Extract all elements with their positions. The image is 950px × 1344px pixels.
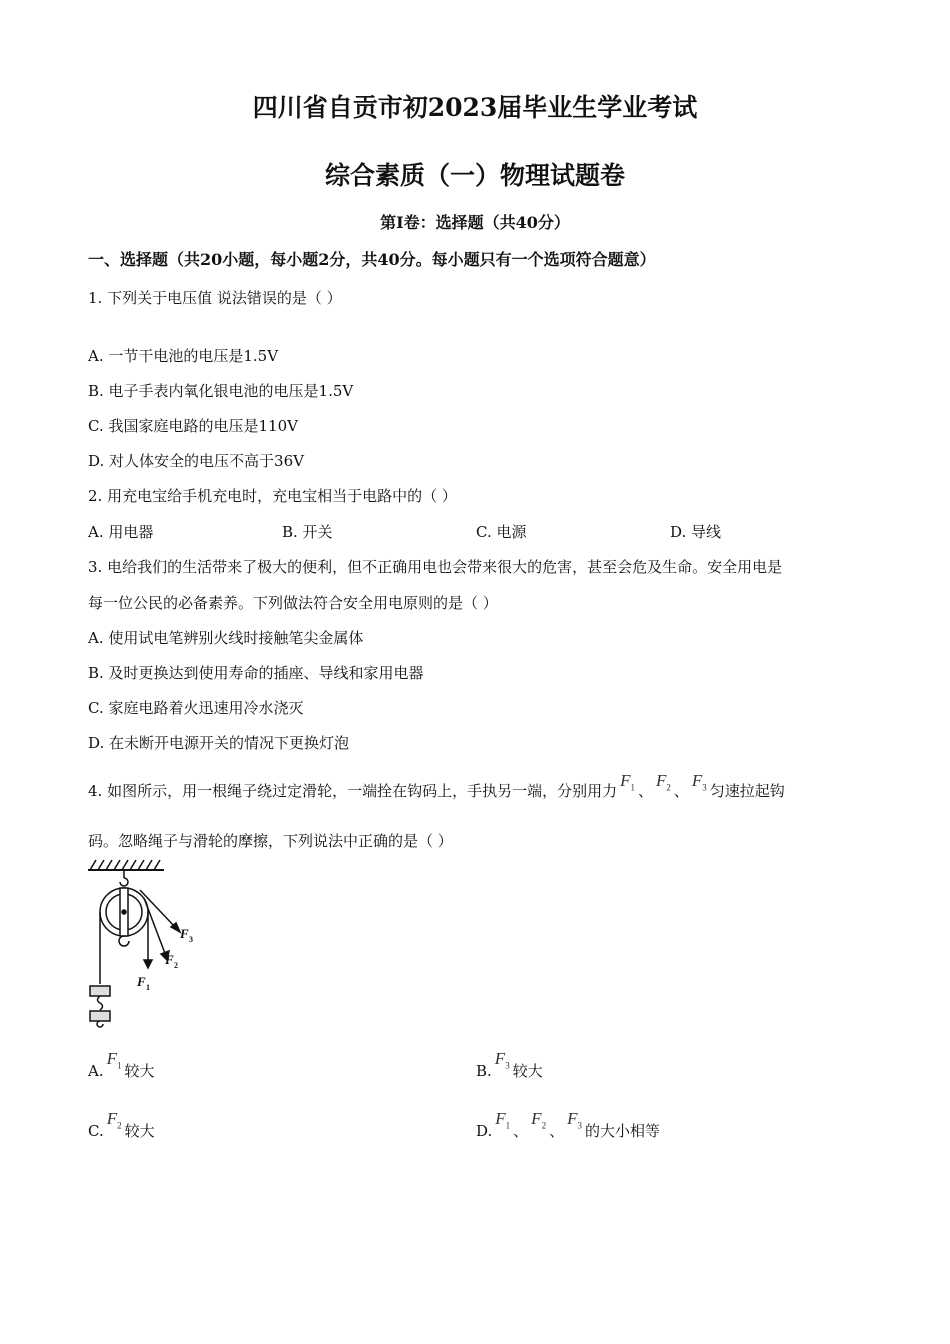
svg-text:3: 3: [189, 935, 193, 944]
exam-subtitle: 综合素质（一）物理试题卷: [324, 161, 625, 190]
part-title: 第I卷：选择题（共40分）: [380, 213, 570, 232]
q2-option-a: A. 用电器: [88, 523, 154, 541]
q3-option-d: D. 在未断开电源开关的情况下更换灯泡: [88, 734, 350, 752]
svg-text:2: 2: [174, 961, 178, 970]
q4-stem-line1: 4. 如图所示，用一根绳子绕过定滑轮，一端拴在钩码上，手执另一端，分别用力$F_1$ 、$F_2$ 、$F_3$ 匀速拉起钩: [88, 771, 785, 800]
figure-label-f2: F: [165, 952, 174, 967]
q1-option-a: A. 一节干电池的电压是1.5V: [88, 347, 279, 365]
section-title: 一、选择题（共20小题，每小题2分，共40分。每小题只有一个选项符合题意）: [88, 250, 656, 269]
q1-option-d: D. 对人体安全的电压不高于36V: [88, 452, 304, 470]
q2-stem: 2. 用充电宝给手机充电时，充电宝相当于电路中的（ ）: [88, 487, 457, 505]
q1-option-c: C. 我国家庭电路的电压是110V: [88, 417, 298, 435]
q4-option-b-force: $F_3$: [494, 1049, 510, 1071]
q4-option-c: $C.F_2$ 较大: [88, 1109, 155, 1140]
q3-option-c: C. 家庭电路着火迅速用冷水浇灭: [88, 699, 304, 717]
q4-force-f3: $F_3$: [691, 771, 707, 793]
q4-option-c-force: $F_2$: [106, 1109, 122, 1131]
pulley-diagram: [84, 856, 204, 1036]
q4-option-a-force: $F_1$: [106, 1049, 122, 1071]
q4-option-b: $B.F_3$ 较大: [476, 1049, 543, 1080]
q4-option-d-force-3: $F_3$: [567, 1109, 582, 1131]
q4-force-f1: $F_1$: [620, 771, 635, 793]
exam-title: 四川省自贡市初2023届毕业生学业考试: [252, 93, 698, 122]
figure-label-f1: F: [137, 974, 146, 989]
q2-option-c: C. 电源: [476, 523, 527, 541]
q4-option-a: $A.F_1$ 较大: [88, 1049, 155, 1080]
q3-stem-line1: 3. 电给我们的生活带来了极大的便利，但不正确用电也会带来很大的危害，甚至会危及生命。安全用电是: [88, 558, 783, 576]
q3-stem-line2: 每一位公民的必备素养。下列做法符合安全用电原则的是（ ）: [88, 594, 498, 612]
q4-option-d-force-1: $F_1$: [495, 1109, 511, 1131]
q2-option-d: D. 导线: [670, 523, 722, 541]
q1-option-b: B. 电子手表内氧化银电池的电压是1.5V: [88, 382, 354, 400]
q4-force-f2: $F_2$: [656, 771, 671, 793]
figure-label-f3: F: [180, 926, 189, 941]
q3-option-a: A. 使用试电笔辨别火线时接触笔尖金属体: [88, 629, 364, 647]
q4-stem-text-a: 4. 如图所示，用一根绳子绕过定滑轮，一端拴在钩码上，手执另一端，分别用力: [88, 782, 618, 800]
q4-stem-line2: 码。忽略绳子与滑轮的摩擦，下列说法中正确的是（ ）: [88, 832, 453, 850]
q4-option-d-force-2: $F_2$: [531, 1109, 547, 1131]
q4-option-d: $D.F_1$ 、$F_2$ 、$F_3$ 的大小相等: [476, 1109, 660, 1140]
q3-option-b: B. 及时更换达到使用寿命的插座、导线和家用电器: [88, 664, 424, 682]
q2-option-b: B. 开关: [282, 523, 333, 541]
q4-stem-text-b: 匀速拉起钩: [709, 782, 785, 800]
svg-text:1: 1: [146, 983, 150, 992]
q1-stem: 1. 下列关于电压值 说法错误的是（ ）: [88, 289, 342, 307]
